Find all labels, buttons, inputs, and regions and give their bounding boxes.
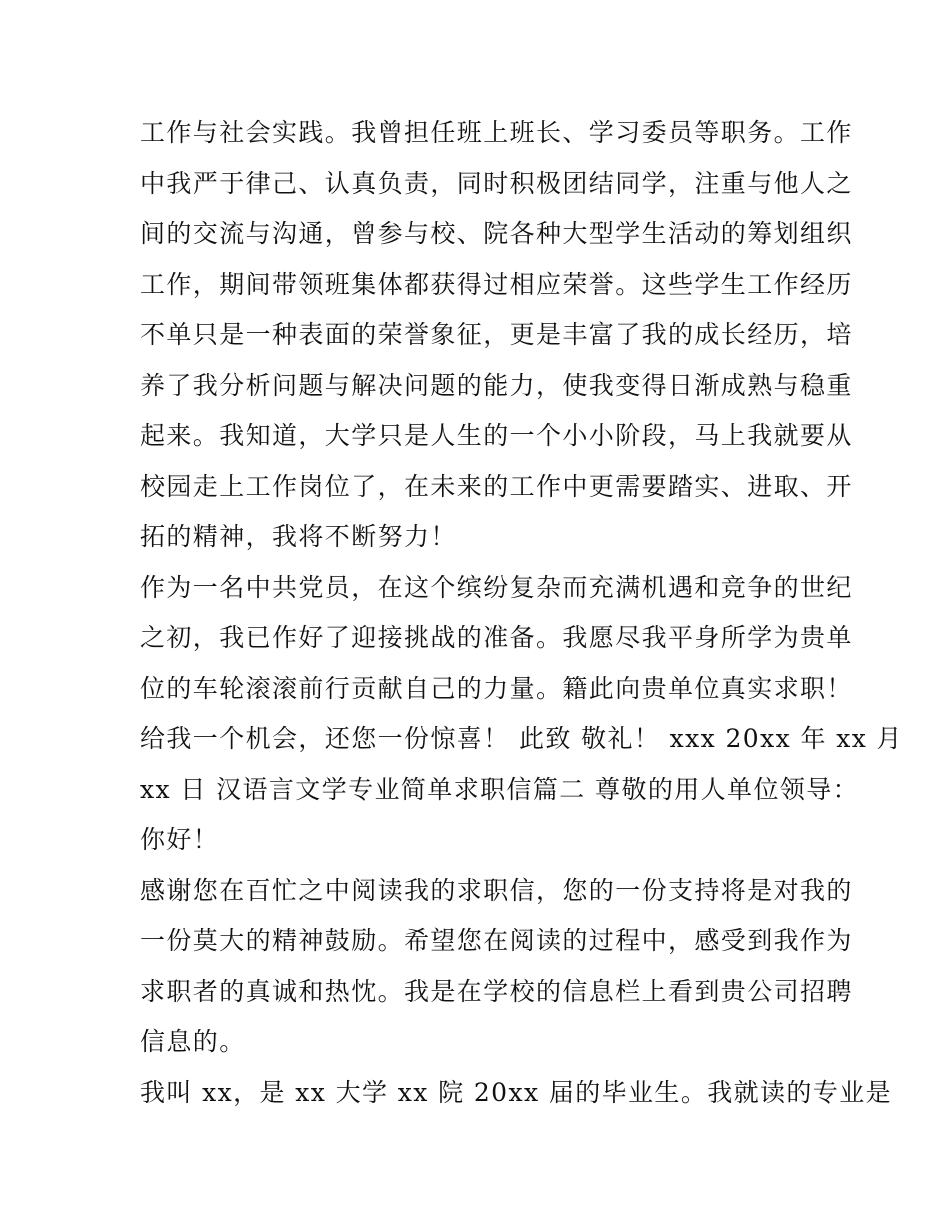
text-line: 拓的精神，我将不断努力！ <box>140 522 457 551</box>
text-line: 起来。我知道，大学只是人生的一个小小阶段，马上我就要从 <box>140 421 853 450</box>
text-line: 间的交流与沟通，曾参与校、院各种大型学生活动的筹划组织 <box>140 219 853 248</box>
text-line: 不单只是一种表面的荣誉象征，更是丰富了我的成长经历，培 <box>140 320 853 349</box>
paragraph-party-member <box>140 563 903 866</box>
text-line: 给我一个机会，还您一份惊喜！ 此致 敬礼！ xxx 20xx 年 xx 月 <box>140 724 903 753</box>
text-line: 我叫 xx，是 xx 大学 xx 院 20xx 届的毕业生。我就读的专业是 <box>140 1077 893 1107</box>
paragraph-student-work <box>140 108 853 563</box>
text-line: 中我严于律己、认真负责，同时积极团结同学，注重与他人之 <box>140 168 853 198</box>
text-line: 求职者的真诚和热忱。我是在学校的信息栏上看到贵公司招聘 <box>140 976 853 1006</box>
text-line: 位的车轮滚滚前行贡献自己的力量。籍此向贵单位真实求职！ <box>140 673 853 703</box>
text-line: 之初，我已作好了迎接挑战的准备。我愿尽我平身所学为贵单 <box>140 623 853 652</box>
text-line: 作为一名中共党员，在这个缤纷复杂而充满机遇和竞争的世纪 <box>140 572 853 602</box>
text-line: 信息的。 <box>140 1027 246 1056</box>
letter-body <box>140 108 903 1118</box>
text-line: 养了我分析问题与解决问题的能力，使我变得日渐成熟与稳重 <box>140 370 853 400</box>
text-line: 工作与社会实践。我曾担任班上班长、学习委员等职务。工作 <box>140 118 853 147</box>
text-line: 一份莫大的精神鼓励。希望您在阅读的过程中，感受到我作为 <box>140 926 853 955</box>
paragraph-self-intro <box>140 1068 893 1119</box>
text-line: 你好！ <box>140 825 220 854</box>
text-line: xx 日 汉语言文学专业简单求职信篇二 尊敬的用人单位领导： <box>140 774 860 804</box>
text-line: 感谢您在百忙之中阅读我的求职信，您的一份支持将是对我的 <box>140 875 853 905</box>
text-line: 工作，期间带领班集体都获得过相应荣誉。这些学生工作经历 <box>140 269 853 299</box>
paragraph-thanks <box>140 866 853 1068</box>
text-line: 校园走上工作岗位了，在未来的工作中更需要踏实、进取、开 <box>140 471 853 501</box>
